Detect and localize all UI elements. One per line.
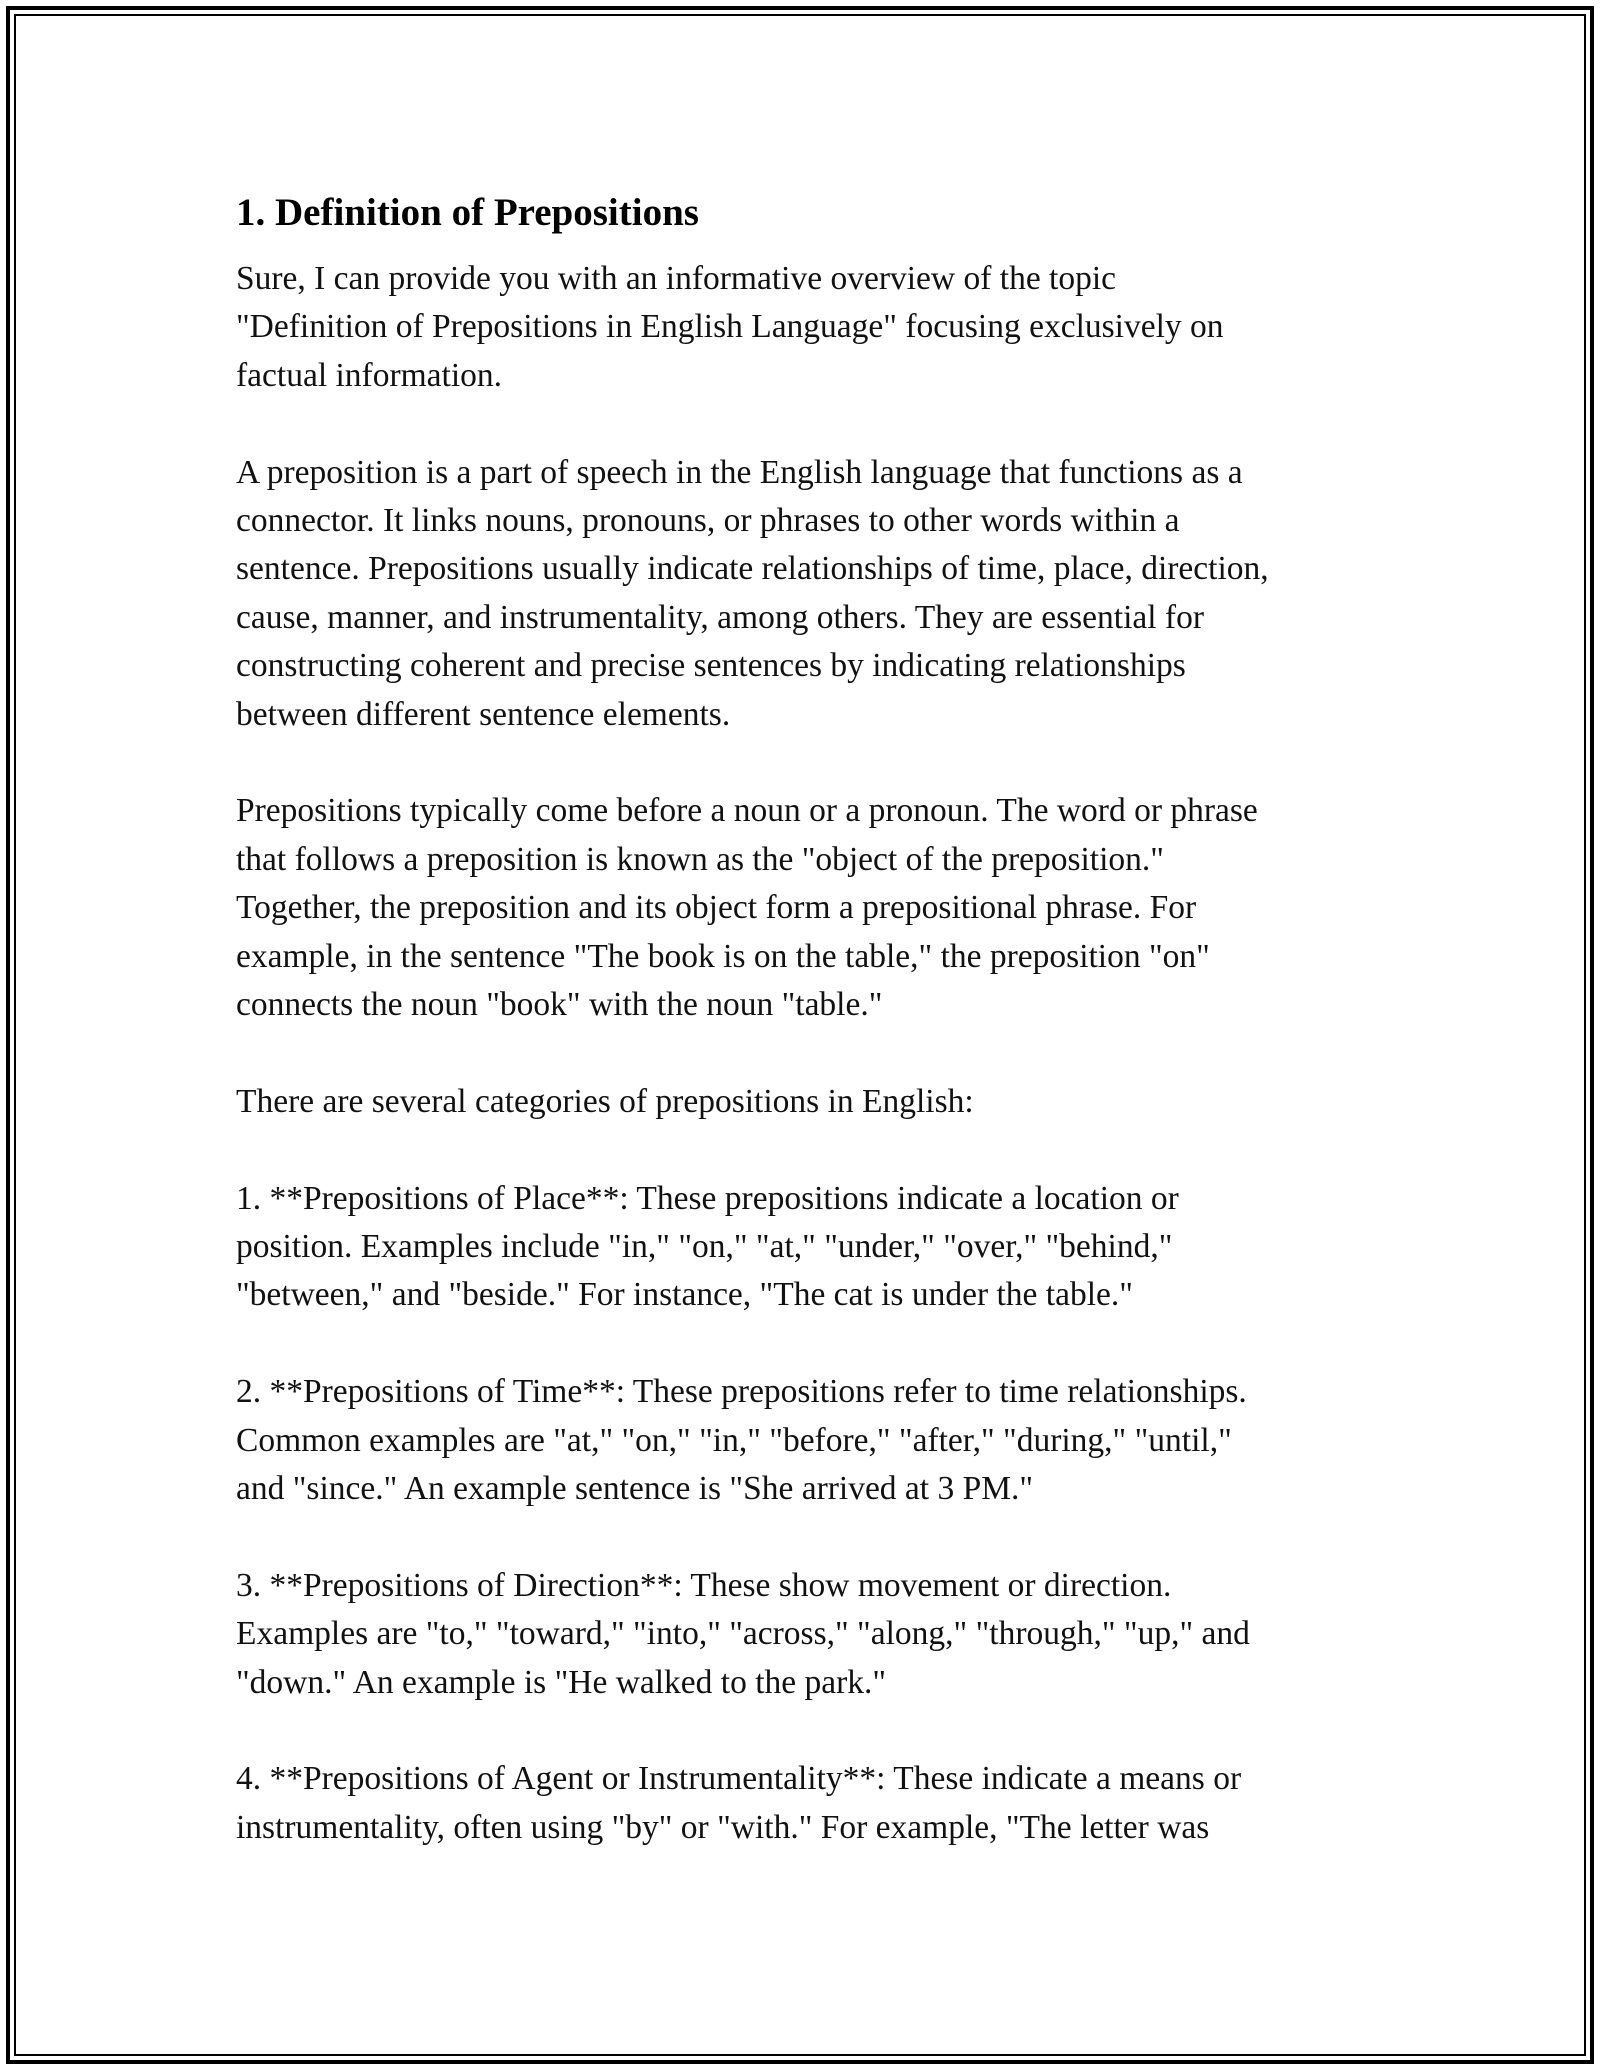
intro-paragraph: Sure, I can provide you with an informative overview of the topic "Definition of Prepositions in English Language" focusing exclusively on factual information. [236,260,1224,394]
list-item-place: 1. **Prepositions of Place**: These prepositions indicate a location or position. Examples include "in," "on," "at," "under," "over," "behind," "between," and "beside." For instance, "The cat is under the table." [236,1179,1179,1314]
list-item-direction: 3. **Prepositions of Direction**: These show movement or direction. Examples are "to," "toward," "into," "across," "along," "through," "up," and "down." An example is "He walked to the park." [236,1566,1250,1701]
list-item-agent: 4. **Prepositions of Agent or Instrumentality**: These indicate a means or instrumentality, often using "by" or "with." For example, "The letter was [236,1760,1242,1846]
document-body [236,185,1376,1852]
definition-paragraph: A preposition is a part of speech in the English language that functions as a connector. It links nouns, pronouns, or phrases to other words within a sentence. Prepositions usually indicate relationships of time, place, direction, cause, manner, and instrumentality, among others. They are essential for constructing coherent and precise sentences by indicating relationships between different sentence elements. [236,453,1269,733]
list-item-time: 2. **Prepositions of Time**: These prepositions refer to time relationships. Common examples are "at," "on," "in," "before," "after," "during," "until," and "since." An example sentence is "She arrived at 3 PM." [236,1373,1247,1508]
section-heading: 1. Definition of Prepositions [236,191,699,234]
categories-intro-paragraph: There are several categories of prepositions in English: [236,1082,974,1120]
usage-paragraph: Prepositions typically come before a noun or a pronoun. The word or phrase that follows a preposition is known as the "object of the preposition." Together, the preposition and its object form a prepositional phrase. For example, in the sentence "The book is on the table," the preposition "on" connects the noun "book" with the noun "table." [236,792,1258,1024]
